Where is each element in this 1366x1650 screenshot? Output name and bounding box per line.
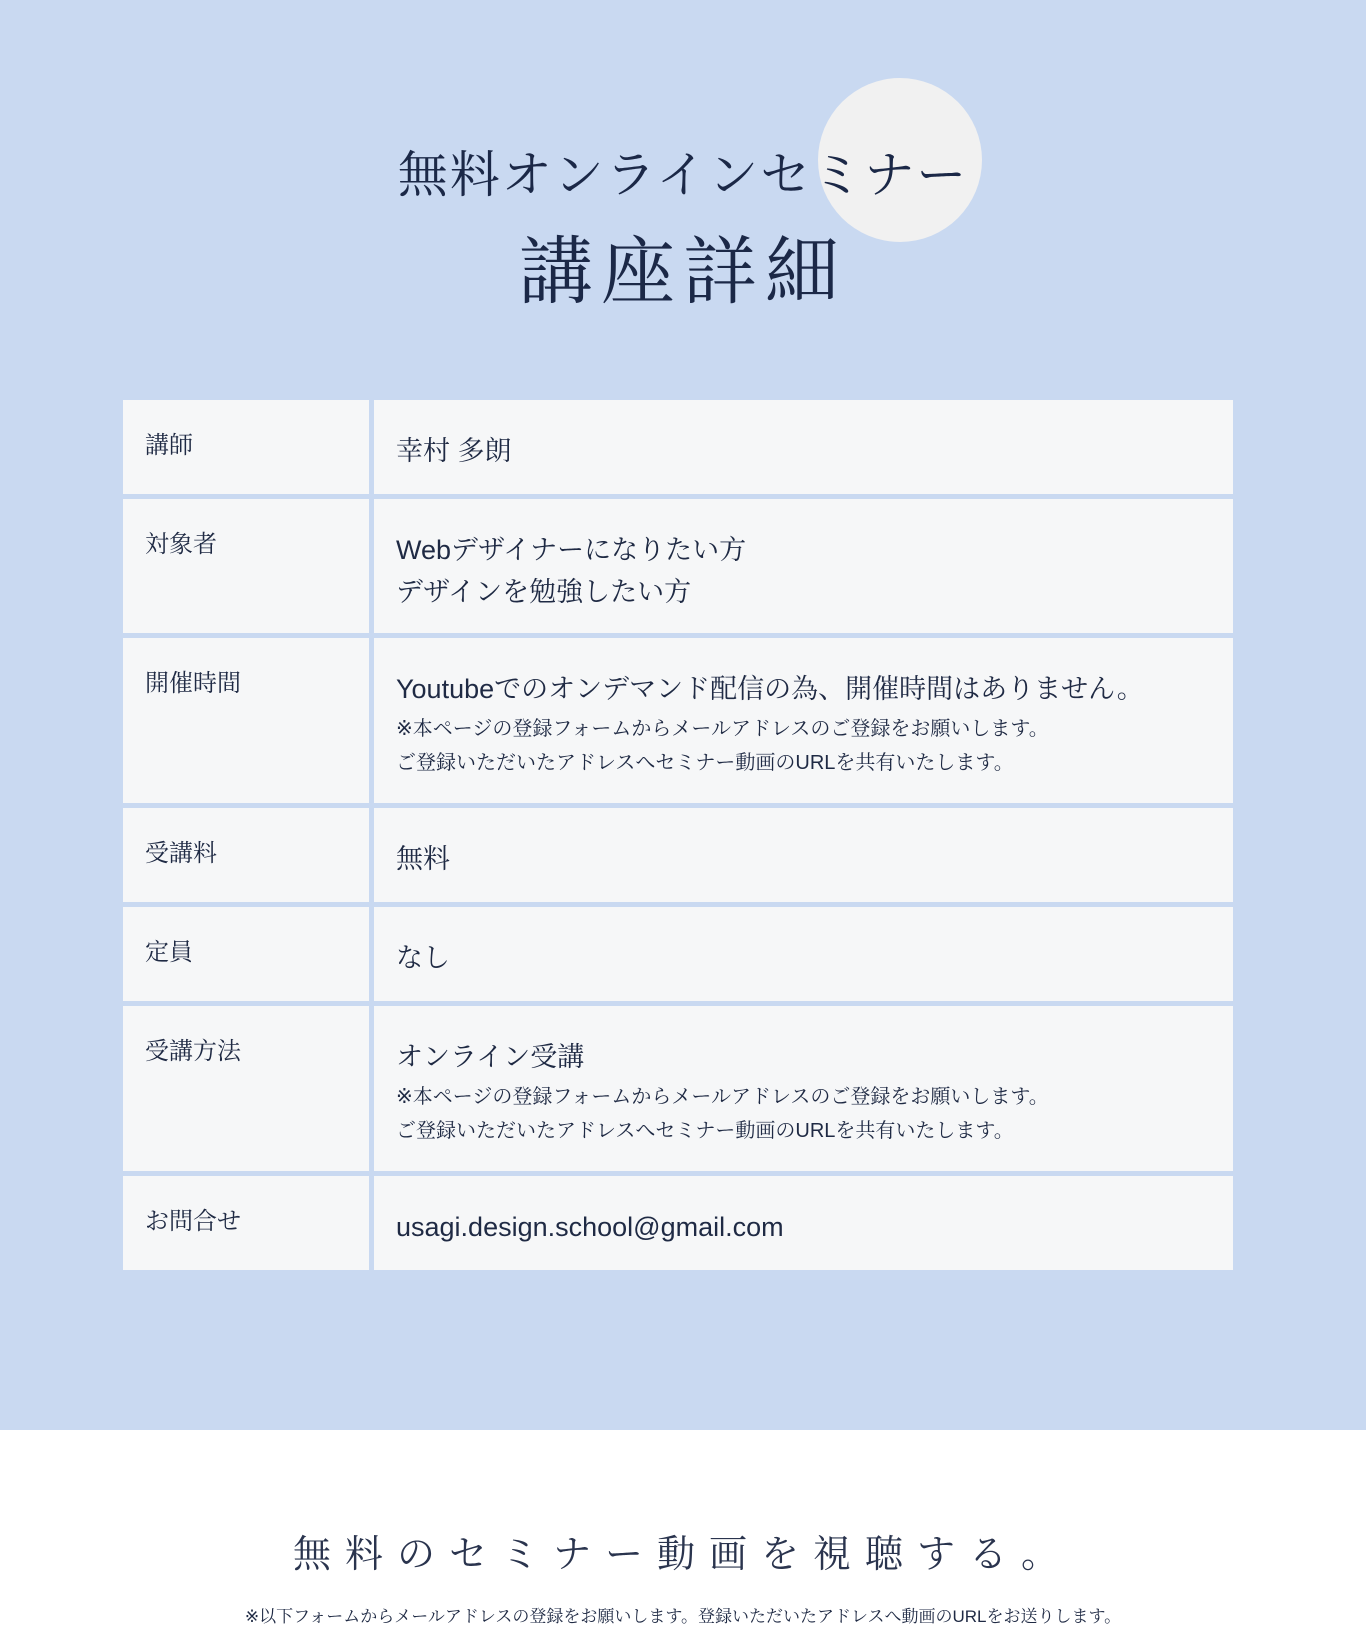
details-table — [118, 395, 1238, 1275]
table-row-method — [123, 1006, 1233, 1171]
table-row-target — [123, 499, 1233, 633]
row-value — [374, 638, 1233, 803]
row-value — [374, 499, 1233, 633]
signup-note: ※以下フォームからメールアドレスの登録をお願いします。登録いただいたアドレスへ動画のURLをお送りします。 — [244, 1607, 1122, 1626]
capacity-value: なし — [396, 943, 450, 973]
table-row-instructor — [123, 400, 1233, 494]
table-row-capacity — [123, 907, 1233, 1001]
target-value: Webデザイナーになりたい方 デザインを勉強したい方 — [396, 535, 747, 607]
row-label: 講師 — [123, 400, 369, 494]
row-value — [374, 1006, 1233, 1171]
method-value: オンライン受講 — [396, 1042, 585, 1072]
row-label: 対象者 — [123, 499, 369, 633]
row-label: お問合せ — [123, 1176, 369, 1270]
table-row-contact — [123, 1176, 1233, 1270]
contact-email-link[interactable]: usagi.design.school@gmail.com — [396, 1212, 784, 1242]
signup-intro-section — [0, 1430, 1366, 1650]
row-label: 受講方法 — [123, 1006, 369, 1171]
schedule-note: ※本ページの登録フォームからメールアドレスのご登録をお願いします。 ご登録いただいたアドレスへセミナー動画のURLを共有いたします。 — [396, 718, 1049, 774]
seminar-eyebrow: 無料オンラインセミナー — [397, 146, 969, 204]
instructor-value: 幸村 多朗 — [396, 436, 512, 466]
page-title: 講座詳細 — [519, 229, 847, 315]
method-note: ※本ページの登録フォームからメールアドレスのご登録をお願いします。 ご登録いただいたアドレスへセミナー動画のURLを共有いたします。 — [396, 1086, 1049, 1142]
table-row-fee — [123, 808, 1233, 902]
cta-heading: 無料のセミナー動画を視聴する。 — [292, 1532, 1073, 1576]
row-value — [374, 400, 1233, 494]
row-label: 開催時間 — [123, 638, 369, 803]
row-value — [374, 808, 1233, 902]
table-row-schedule — [123, 638, 1233, 803]
row-value — [374, 907, 1233, 1001]
schedule-value: Youtubeでのオンデマンド配信の為、開催時間はありません。 — [396, 674, 1144, 704]
row-value — [374, 1176, 1233, 1270]
row-label: 受講料 — [123, 808, 369, 902]
row-label: 定員 — [123, 907, 369, 1001]
fee-value: 無料 — [396, 844, 450, 874]
